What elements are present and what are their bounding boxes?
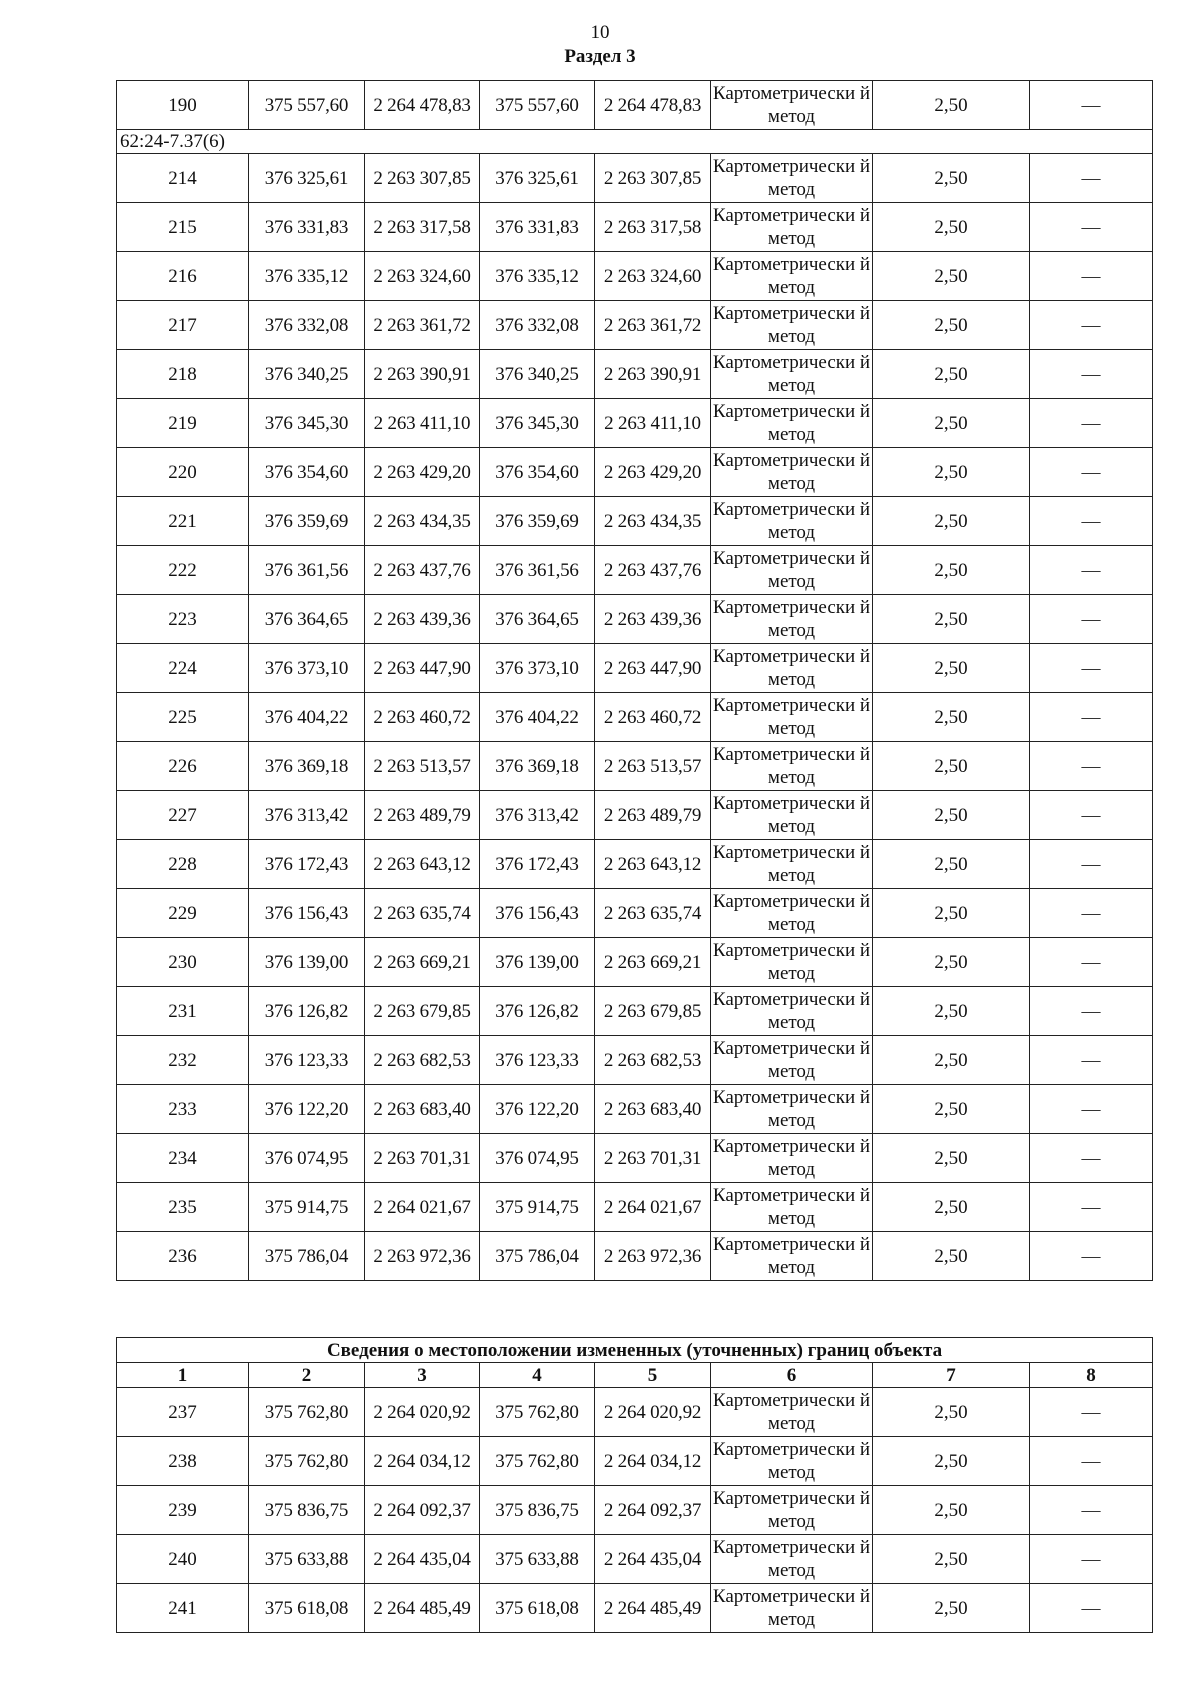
cell-description: — — [1030, 1535, 1153, 1584]
cell-x-refined: 375 618,08 — [480, 1584, 595, 1633]
cell-x-refined: 376 373,10 — [480, 644, 595, 693]
column-number: 7 — [873, 1363, 1030, 1388]
cell-description: — — [1030, 1183, 1153, 1232]
cell-y-existing: 2 263 447,90 — [365, 644, 480, 693]
cell-x-existing: 376 156,43 — [249, 889, 365, 938]
table-row — [117, 1486, 1153, 1535]
cell-description: — — [1030, 81, 1153, 130]
table-row — [117, 1232, 1153, 1281]
cell-determination-method: Картометрически й метод — [711, 1437, 873, 1486]
cell-determination-method: Картометрически й метод — [711, 791, 873, 840]
cell-determination-method: Картометрически й метод — [711, 1183, 873, 1232]
cell-determination-method: Картометрически й метод — [711, 497, 873, 546]
cell-y-refined: 2 263 460,72 — [595, 693, 711, 742]
cell-x-refined: 375 633,88 — [480, 1535, 595, 1584]
table-row — [117, 1036, 1153, 1085]
cell-accuracy: 2,50 — [873, 154, 1030, 203]
cell-y-refined: 2 264 485,49 — [595, 1584, 711, 1633]
table-row — [117, 1535, 1153, 1584]
cell-x-refined: 376 364,65 — [480, 595, 595, 644]
cell-determination-method: Картометрически й метод — [711, 840, 873, 889]
cell-accuracy: 2,50 — [873, 301, 1030, 350]
table-caption: Сведения о местоположении измененных (уточненных) границ объекта — [117, 1338, 1153, 1363]
cell-determination-method: Картометрически й метод — [711, 889, 873, 938]
cell-x-refined: 375 557,60 — [480, 81, 595, 130]
cell-determination-method: Картометрически й метод — [711, 448, 873, 497]
cell-determination-method: Картометрически й метод — [711, 399, 873, 448]
cadastral-block-label: 62:24-7.37(6) — [117, 130, 1153, 154]
cell-x-refined: 376 172,43 — [480, 840, 595, 889]
cell-description: — — [1030, 1584, 1153, 1633]
table-caption-row — [117, 1338, 1153, 1363]
cell-x-existing: 376 359,69 — [249, 497, 365, 546]
cell-y-existing: 2 263 361,72 — [365, 301, 480, 350]
cell-determination-method: Картометрически й метод — [711, 987, 873, 1036]
cell-x-existing: 376 122,20 — [249, 1085, 365, 1134]
cell-y-refined: 2 263 513,57 — [595, 742, 711, 791]
cell-point-number: 239 — [117, 1486, 249, 1535]
cell-determination-method: Картометрически й метод — [711, 203, 873, 252]
cell-accuracy: 2,50 — [873, 546, 1030, 595]
cell-y-refined: 2 263 439,36 — [595, 595, 711, 644]
cell-description: — — [1030, 889, 1153, 938]
cell-y-refined: 2 263 429,20 — [595, 448, 711, 497]
cell-accuracy: 2,50 — [873, 693, 1030, 742]
cell-y-existing: 2 263 437,76 — [365, 546, 480, 595]
coordinates-table-body — [117, 81, 1153, 1281]
cell-accuracy: 2,50 — [873, 840, 1030, 889]
cell-accuracy: 2,50 — [873, 1437, 1030, 1486]
cell-y-refined: 2 263 683,40 — [595, 1085, 711, 1134]
table-row — [117, 1584, 1153, 1633]
cell-determination-method: Картометрически й метод — [711, 546, 873, 595]
cell-point-number: 218 — [117, 350, 249, 399]
cell-x-existing: 376 139,00 — [249, 938, 365, 987]
table-row — [117, 154, 1153, 203]
cell-determination-method: Картометрически й метод — [711, 1535, 873, 1584]
cell-description: — — [1030, 350, 1153, 399]
cell-x-existing: 375 914,75 — [249, 1183, 365, 1232]
cell-x-refined: 376 313,42 — [480, 791, 595, 840]
table-row — [117, 252, 1153, 301]
cell-point-number: 214 — [117, 154, 249, 203]
cell-y-existing: 2 264 034,12 — [365, 1437, 480, 1486]
table-row — [117, 301, 1153, 350]
changed-boundaries-table — [116, 1337, 1153, 1633]
cell-x-existing: 376 364,65 — [249, 595, 365, 644]
cell-point-number: 237 — [117, 1388, 249, 1437]
cell-x-existing: 376 369,18 — [249, 742, 365, 791]
cell-determination-method: Картометрически й метод — [711, 81, 873, 130]
table-row — [117, 448, 1153, 497]
cell-y-existing: 2 263 635,74 — [365, 889, 480, 938]
cell-description: — — [1030, 1437, 1153, 1486]
cell-description: — — [1030, 203, 1153, 252]
cell-y-existing: 2 264 020,92 — [365, 1388, 480, 1437]
cell-description: — — [1030, 252, 1153, 301]
cell-determination-method: Картометрически й метод — [711, 693, 873, 742]
cell-y-refined: 2 263 307,85 — [595, 154, 711, 203]
cell-y-refined: 2 263 972,36 — [595, 1232, 711, 1281]
cell-accuracy: 2,50 — [873, 497, 1030, 546]
column-number: 2 — [249, 1363, 365, 1388]
table-row — [117, 791, 1153, 840]
table-row — [117, 203, 1153, 252]
cell-accuracy: 2,50 — [873, 399, 1030, 448]
cell-description: — — [1030, 791, 1153, 840]
cell-description: — — [1030, 546, 1153, 595]
cell-x-existing: 376 335,12 — [249, 252, 365, 301]
cell-point-number: 216 — [117, 252, 249, 301]
cell-y-existing: 2 263 972,36 — [365, 1232, 480, 1281]
cell-point-number: 235 — [117, 1183, 249, 1232]
cell-accuracy: 2,50 — [873, 1584, 1030, 1633]
cell-determination-method: Картометрически й метод — [711, 1486, 873, 1535]
cell-y-existing: 2 263 682,53 — [365, 1036, 480, 1085]
cell-determination-method: Картометрически й метод — [711, 1388, 873, 1437]
cell-y-existing: 2 263 317,58 — [365, 203, 480, 252]
section-title: Раздел 3 — [564, 46, 636, 67]
page-number: 10 — [590, 22, 610, 43]
cell-y-existing: 2 263 460,72 — [365, 693, 480, 742]
column-number: 8 — [1030, 1363, 1153, 1388]
cell-x-refined: 375 914,75 — [480, 1183, 595, 1232]
table-row — [117, 350, 1153, 399]
table-row — [117, 840, 1153, 889]
cell-description: — — [1030, 987, 1153, 1036]
cell-determination-method: Картометрически й метод — [711, 1134, 873, 1183]
cell-x-existing: 376 074,95 — [249, 1134, 365, 1183]
cell-x-existing: 376 373,10 — [249, 644, 365, 693]
cell-determination-method: Картометрически й метод — [711, 595, 873, 644]
cell-x-refined: 376 123,33 — [480, 1036, 595, 1085]
cell-accuracy: 2,50 — [873, 448, 1030, 497]
cell-accuracy: 2,50 — [873, 791, 1030, 840]
cell-point-number: 233 — [117, 1085, 249, 1134]
cell-point-number: 190 — [117, 81, 249, 130]
cell-description: — — [1030, 1036, 1153, 1085]
cell-description: — — [1030, 1085, 1153, 1134]
cell-y-existing: 2 263 307,85 — [365, 154, 480, 203]
cell-y-refined: 2 263 390,91 — [595, 350, 711, 399]
column-number: 6 — [711, 1363, 873, 1388]
cell-y-refined: 2 264 020,92 — [595, 1388, 711, 1437]
cell-description: — — [1030, 644, 1153, 693]
table-row — [117, 742, 1153, 791]
cell-accuracy: 2,50 — [873, 1486, 1030, 1535]
cell-accuracy: 2,50 — [873, 1535, 1030, 1584]
cell-accuracy: 2,50 — [873, 1036, 1030, 1085]
cell-y-existing: 2 264 092,37 — [365, 1486, 480, 1535]
cell-point-number: 231 — [117, 987, 249, 1036]
cell-point-number: 236 — [117, 1232, 249, 1281]
group-header-row — [117, 130, 1153, 154]
cell-point-number: 241 — [117, 1584, 249, 1633]
cell-x-refined: 375 836,75 — [480, 1486, 595, 1535]
table-row — [117, 595, 1153, 644]
cell-description: — — [1030, 448, 1153, 497]
cell-y-existing: 2 263 513,57 — [365, 742, 480, 791]
cell-point-number: 230 — [117, 938, 249, 987]
cell-determination-method: Картометрически й метод — [711, 1584, 873, 1633]
cell-y-refined: 2 264 092,37 — [595, 1486, 711, 1535]
cell-description: — — [1030, 1486, 1153, 1535]
cell-accuracy: 2,50 — [873, 1388, 1030, 1437]
table-row — [117, 1437, 1153, 1486]
cell-point-number: 225 — [117, 693, 249, 742]
column-number: 5 — [595, 1363, 711, 1388]
cell-description: — — [1030, 399, 1153, 448]
cell-x-existing: 375 762,80 — [249, 1388, 365, 1437]
table-row — [117, 81, 1153, 130]
cell-accuracy: 2,50 — [873, 1085, 1030, 1134]
cell-point-number: 238 — [117, 1437, 249, 1486]
cell-y-existing: 2 264 021,67 — [365, 1183, 480, 1232]
cell-point-number: 227 — [117, 791, 249, 840]
cell-point-number: 229 — [117, 889, 249, 938]
cell-x-refined: 376 074,95 — [480, 1134, 595, 1183]
cell-x-refined: 376 340,25 — [480, 350, 595, 399]
table-row — [117, 497, 1153, 546]
coordinates-table — [116, 80, 1153, 1281]
cell-x-refined: 376 369,18 — [480, 742, 595, 791]
table-row — [117, 399, 1153, 448]
cell-determination-method: Картометрически й метод — [711, 1085, 873, 1134]
cell-determination-method: Картометрически й метод — [711, 301, 873, 350]
table-row — [117, 546, 1153, 595]
cell-description: — — [1030, 301, 1153, 350]
cell-point-number: 219 — [117, 399, 249, 448]
table-row — [117, 1134, 1153, 1183]
cell-x-refined: 376 354,60 — [480, 448, 595, 497]
cell-determination-method: Картометрически й метод — [711, 252, 873, 301]
cell-y-refined: 2 263 437,76 — [595, 546, 711, 595]
cell-y-refined: 2 263 447,90 — [595, 644, 711, 693]
cell-y-existing: 2 264 485,49 — [365, 1584, 480, 1633]
cell-determination-method: Картометрически й метод — [711, 1036, 873, 1085]
cell-y-existing: 2 263 411,10 — [365, 399, 480, 448]
cell-x-existing: 375 633,88 — [249, 1535, 365, 1584]
cell-x-refined: 376 335,12 — [480, 252, 595, 301]
cell-description: — — [1030, 1134, 1153, 1183]
cell-x-refined: 376 325,61 — [480, 154, 595, 203]
cell-x-existing: 375 836,75 — [249, 1486, 365, 1535]
cell-y-existing: 2 263 701,31 — [365, 1134, 480, 1183]
cell-point-number: 240 — [117, 1535, 249, 1584]
table-row — [117, 1388, 1153, 1437]
cell-description: — — [1030, 595, 1153, 644]
cell-y-refined: 2 263 669,21 — [595, 938, 711, 987]
cell-point-number: 220 — [117, 448, 249, 497]
cell-x-existing: 375 786,04 — [249, 1232, 365, 1281]
cell-determination-method: Картометрически й метод — [711, 938, 873, 987]
cell-point-number: 234 — [117, 1134, 249, 1183]
cell-x-refined: 375 762,80 — [480, 1437, 595, 1486]
cell-y-refined: 2 263 411,10 — [595, 399, 711, 448]
cell-point-number: 232 — [117, 1036, 249, 1085]
cell-x-existing: 376 331,83 — [249, 203, 365, 252]
cell-point-number: 221 — [117, 497, 249, 546]
cell-x-refined: 376 345,30 — [480, 399, 595, 448]
cell-point-number: 215 — [117, 203, 249, 252]
cell-x-refined: 375 762,80 — [480, 1388, 595, 1437]
cell-point-number: 228 — [117, 840, 249, 889]
cell-x-existing: 376 404,22 — [249, 693, 365, 742]
cell-point-number: 222 — [117, 546, 249, 595]
table-row — [117, 987, 1153, 1036]
cell-accuracy: 2,50 — [873, 252, 1030, 301]
cell-accuracy: 2,50 — [873, 987, 1030, 1036]
cell-y-existing: 2 263 489,79 — [365, 791, 480, 840]
cell-y-refined: 2 263 635,74 — [595, 889, 711, 938]
cell-y-existing: 2 264 435,04 — [365, 1535, 480, 1584]
cell-y-refined: 2 264 034,12 — [595, 1437, 711, 1486]
cell-x-existing: 376 325,61 — [249, 154, 365, 203]
cell-x-existing: 376 345,30 — [249, 399, 365, 448]
cell-y-refined: 2 264 435,04 — [595, 1535, 711, 1584]
cell-y-existing: 2 263 390,91 — [365, 350, 480, 399]
cell-x-refined: 376 404,22 — [480, 693, 595, 742]
cell-determination-method: Картометрически й метод — [711, 644, 873, 693]
cell-x-refined: 376 156,43 — [480, 889, 595, 938]
cell-y-refined: 2 264 478,83 — [595, 81, 711, 130]
cell-description: — — [1030, 938, 1153, 987]
cell-x-existing: 376 340,25 — [249, 350, 365, 399]
cell-description: — — [1030, 840, 1153, 889]
cell-x-refined: 376 122,20 — [480, 1085, 595, 1134]
cell-accuracy: 2,50 — [873, 742, 1030, 791]
cell-x-existing: 376 332,08 — [249, 301, 365, 350]
cell-description: — — [1030, 1388, 1153, 1437]
cell-description: — — [1030, 693, 1153, 742]
cell-accuracy: 2,50 — [873, 938, 1030, 987]
cell-accuracy: 2,50 — [873, 889, 1030, 938]
cell-x-existing: 376 354,60 — [249, 448, 365, 497]
cell-determination-method: Картометрически й метод — [711, 1232, 873, 1281]
cell-x-existing: 376 126,82 — [249, 987, 365, 1036]
cell-y-existing: 2 263 643,12 — [365, 840, 480, 889]
cell-x-existing: 375 618,08 — [249, 1584, 365, 1633]
cell-y-refined: 2 263 361,72 — [595, 301, 711, 350]
cell-accuracy: 2,50 — [873, 1134, 1030, 1183]
cell-y-existing: 2 263 669,21 — [365, 938, 480, 987]
cell-y-existing: 2 263 679,85 — [365, 987, 480, 1036]
cell-description: — — [1030, 1232, 1153, 1281]
cell-accuracy: 2,50 — [873, 1232, 1030, 1281]
table-row — [117, 1085, 1153, 1134]
table-row — [117, 644, 1153, 693]
column-numbers-row — [117, 1363, 1153, 1388]
table-row — [117, 889, 1153, 938]
cell-description: — — [1030, 497, 1153, 546]
cell-y-refined: 2 263 643,12 — [595, 840, 711, 889]
cell-description: — — [1030, 742, 1153, 791]
cell-x-refined: 375 786,04 — [480, 1232, 595, 1281]
cell-y-refined: 2 263 682,53 — [595, 1036, 711, 1085]
cell-point-number: 223 — [117, 595, 249, 644]
cell-x-refined: 376 139,00 — [480, 938, 595, 987]
cell-y-existing: 2 263 439,36 — [365, 595, 480, 644]
changed-boundaries-table-body — [117, 1338, 1153, 1633]
cell-x-refined: 376 361,56 — [480, 546, 595, 595]
column-number: 4 — [480, 1363, 595, 1388]
column-number: 3 — [365, 1363, 480, 1388]
cell-point-number: 217 — [117, 301, 249, 350]
cell-determination-method: Картометрически й метод — [711, 742, 873, 791]
cell-x-refined: 376 331,83 — [480, 203, 595, 252]
cell-accuracy: 2,50 — [873, 1183, 1030, 1232]
cell-y-refined: 2 263 679,85 — [595, 987, 711, 1036]
cell-y-refined: 2 263 489,79 — [595, 791, 711, 840]
cell-description: — — [1030, 154, 1153, 203]
cell-accuracy: 2,50 — [873, 203, 1030, 252]
cell-y-existing: 2 263 683,40 — [365, 1085, 480, 1134]
cell-x-existing: 375 762,80 — [249, 1437, 365, 1486]
cell-accuracy: 2,50 — [873, 644, 1030, 693]
table-row — [117, 938, 1153, 987]
cell-point-number: 224 — [117, 644, 249, 693]
cell-x-refined: 376 359,69 — [480, 497, 595, 546]
column-number: 1 — [117, 1363, 249, 1388]
cell-y-refined: 2 263 324,60 — [595, 252, 711, 301]
table-row — [117, 1183, 1153, 1232]
cell-x-refined: 376 126,82 — [480, 987, 595, 1036]
cell-point-number: 226 — [117, 742, 249, 791]
cell-determination-method: Картометрически й метод — [711, 350, 873, 399]
cell-y-refined: 2 263 434,35 — [595, 497, 711, 546]
cell-y-existing: 2 263 324,60 — [365, 252, 480, 301]
cell-y-refined: 2 263 701,31 — [595, 1134, 711, 1183]
cell-y-existing: 2 263 429,20 — [365, 448, 480, 497]
cell-y-existing: 2 264 478,83 — [365, 81, 480, 130]
cell-x-existing: 376 172,43 — [249, 840, 365, 889]
cell-x-existing: 376 361,56 — [249, 546, 365, 595]
cell-y-refined: 2 263 317,58 — [595, 203, 711, 252]
cell-y-refined: 2 264 021,67 — [595, 1183, 711, 1232]
table-row — [117, 693, 1153, 742]
cell-x-refined: 376 332,08 — [480, 301, 595, 350]
cell-y-existing: 2 263 434,35 — [365, 497, 480, 546]
cell-accuracy: 2,50 — [873, 350, 1030, 399]
cell-accuracy: 2,50 — [873, 81, 1030, 130]
cell-x-existing: 375 557,60 — [249, 81, 365, 130]
cell-x-existing: 376 123,33 — [249, 1036, 365, 1085]
cell-accuracy: 2,50 — [873, 595, 1030, 644]
cell-x-existing: 376 313,42 — [249, 791, 365, 840]
cell-determination-method: Картометрически й метод — [711, 154, 873, 203]
